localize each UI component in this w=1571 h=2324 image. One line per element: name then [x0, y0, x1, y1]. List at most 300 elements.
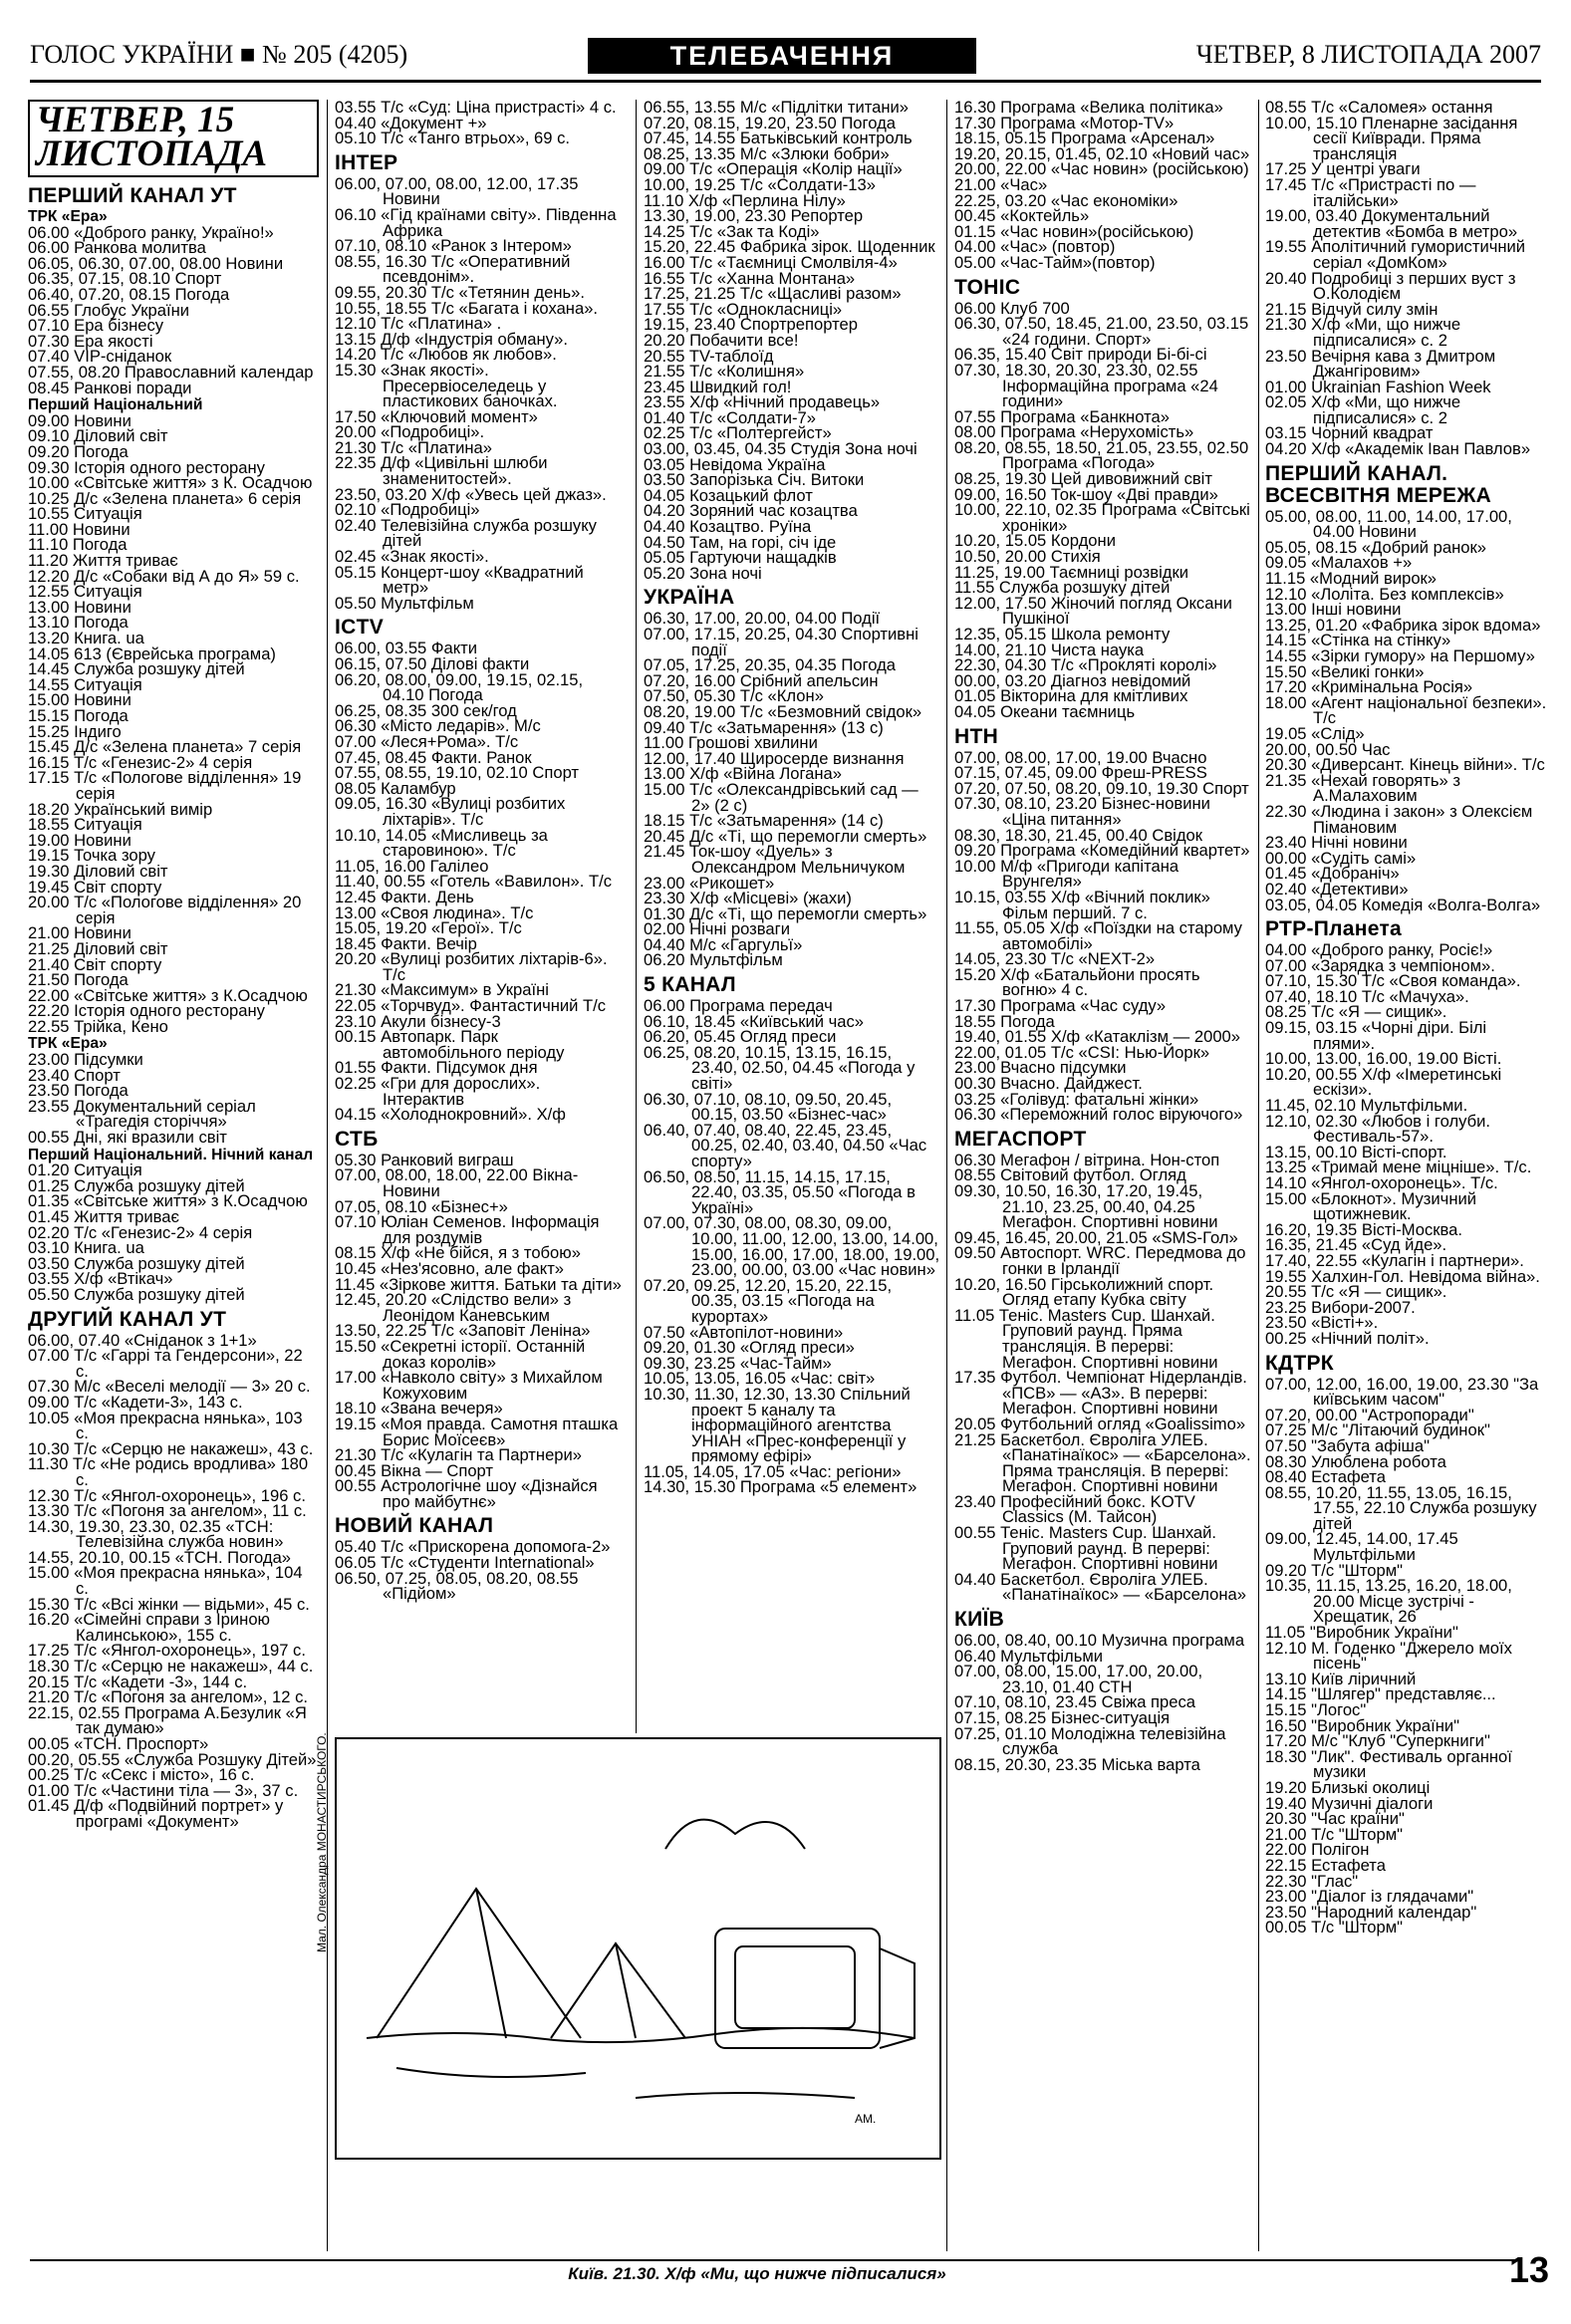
channel-subheading: ТРК «Ера» [28, 1035, 108, 1053]
ground-line [367, 2028, 915, 2042]
program-entry: 20.20 Побачити все! [644, 330, 799, 350]
program-entry: 22.55 Трійка, Кено [28, 1016, 168, 1036]
program-entry: 10.20, 16.50 Гірськолижний спорт. Огляд етапу Кубка світу [954, 1274, 1214, 1310]
artist-signature: АМ. [855, 2112, 877, 2126]
program-entry: 17.40, 22.55 «Кулагін і партнери». [1265, 1250, 1524, 1270]
program-entry: 07.50 «Автопілот-новини» [644, 1322, 844, 1342]
column-divider [636, 100, 637, 1733]
program-entry: 07.20, 00.00 "Астропоради" [1265, 1405, 1474, 1424]
program-entry: 09.00 Т/с «Операція «Колір нації» [644, 159, 903, 179]
program-entry: 03.50 Служба розшуку дітей [28, 1253, 245, 1273]
program-entry: 21.30 «Максимум» в Україні [335, 980, 549, 1000]
program-entry: 13.50, 22.25 Т/с «Заповіт Леніна» [335, 1321, 591, 1341]
program-entry: 06.00, 07.40 «Сніданок з 1+1» [28, 1330, 257, 1350]
program-entry: 08.25 Т/с «Я — сищик». [1265, 1002, 1447, 1022]
program-entry: 23.40 Спорт [28, 1065, 121, 1085]
program-entry: 17.30 Програма «Мотор-TV» [954, 113, 1175, 132]
program-entry: 07.00, 08.00, 17.00, 19.00 Вчасно [954, 747, 1207, 767]
program-entry: 07.55, 08.55, 19.10, 02.10 Спорт [335, 763, 580, 783]
program-entry: 15.00 Т/с «Олександрівський сад — 2» (2 с) [644, 779, 918, 815]
program-entry: 09.00 Новини [28, 410, 131, 430]
program-entry: 05.50 Служба розшуку дітей [28, 1284, 245, 1304]
program-entry: 00.55 Дні, які вразили світ [28, 1128, 227, 1148]
program-entry: 20.30 "Час країни" [1265, 1809, 1405, 1829]
program-entry: 15.25 Індиго [28, 721, 122, 741]
program-entry: 11.00 Новини [28, 519, 131, 539]
program-entry: 01.25 Служба розшуку дітей [28, 1175, 245, 1195]
program-entry: 06.20, 08.00, 09.00, 19.15, 02.15, 04.10 Погода [335, 669, 584, 705]
program-entry: 00.55 Астрологічне шоу «Дізнайся про майбутнє» [335, 1476, 598, 1511]
program-entry: 06.00, 03.55 Факти [335, 639, 478, 658]
program-entry: 06.50, 07.25, 08.05, 08.20, 08.55 «Підйом» [335, 1568, 579, 1604]
program-entry: 02.10 «Подробиці» [335, 500, 480, 520]
program-entry: 15.50 «Секретні історії. Останній доказ королів» [335, 1336, 586, 1372]
column-1 [28, 100, 319, 2241]
program-entry: 07.30 Ера якості [28, 331, 153, 351]
program-entry: 23.30 Х/ф «Місцеві» (жахи) [644, 889, 852, 908]
channel-heading: МЕГАСПОРТ [954, 1127, 1087, 1151]
column-divider [1258, 100, 1259, 2251]
program-entry: 04.40 Козацтво. Руїна [644, 517, 812, 537]
program-entry: 23.55 Документальний серіал «Трагедія сторіччя» [28, 1096, 256, 1132]
program-entry: 20.55 Т/с «Я — сищик». [1265, 1282, 1447, 1302]
program-entry: 17.20 М/с "Клуб "Суперкниги" [1265, 1731, 1490, 1751]
program-entry: 06.00 Програма передач [644, 996, 833, 1016]
program-entry: 21.20 Т/с «Погоня за ангелом», 12 с. [28, 1687, 308, 1707]
program-entry: 09.30 Історія одного ресторану [28, 457, 265, 477]
program-entry: 22.00, 01.05 Т/с «CSI: Нью-Йорк» [954, 1042, 1210, 1062]
program-entry: 01.30 Д/с «Ті, що перемогли смерть» [644, 904, 927, 923]
program-entry: 06.30, 07.10, 08.10, 09.50, 20.45, 00.15, 03.50 «Бізнес-час» [644, 1089, 893, 1125]
program-entry: 18.55 Ситуація [28, 815, 142, 835]
program-entry: 12.35, 05.15 Школа ремонту [954, 625, 1171, 644]
program-entry: 00.45 Вікна — Спорт [335, 1460, 494, 1480]
program-entry: 11.20 Життя триває [28, 551, 178, 571]
program-entry: 08.40 Естафета [1265, 1467, 1386, 1487]
program-entry: 03.55 Х/ф «Втікач» [28, 1269, 173, 1289]
program-entry: 03.10 Книга. ua [28, 1238, 144, 1258]
program-entry: 07.00 «Леся+Рома». Т/с [335, 731, 519, 751]
program-entry: 07.25, 01.10 Молодіжна телевізійна служба [954, 1723, 1226, 1759]
program-entry: 07.45, 08.45 Факти. Ранок [335, 747, 532, 767]
program-entry: 06.55 Глобус України [28, 300, 189, 320]
program-entry: 09.15, 03.15 «Чорні діри. Білі плями». [1265, 1018, 1487, 1053]
program-entry: 07.50, 05.30 Т/с «Клон» [644, 686, 824, 706]
program-entry: 06.00, 08.40, 00.10 Музична програма [954, 1631, 1245, 1651]
program-entry: 11.15 «Модний вирок» [1265, 569, 1438, 589]
program-entry: 05.30 Ранковий виграш [335, 1150, 514, 1169]
program-entry: 18.30 Т/с «Серцю не накажеш», 44 с. [28, 1657, 314, 1677]
header-rule [30, 80, 1541, 83]
channel-heading: НОВИЙ КАНАЛ [335, 1514, 494, 1538]
program-entry: 11.45, 02.10 Мультфільми. [1265, 1096, 1468, 1116]
program-entry: 06.35, 07.15, 08.10 Спорт [28, 269, 222, 289]
program-entry: 19.20, 20.15, 01.45, 02.10 «Новий час» [954, 143, 1250, 163]
program-entry: 01.00 Ukrainian Fashion Week [1265, 377, 1491, 396]
program-entry: 15.50 «Великі гонки» [1265, 661, 1425, 681]
program-entry: 07.50 "Забута афіша" [1265, 1435, 1430, 1455]
program-entry: 08.20, 19.00 Т/с «Безмовний свідок» [644, 701, 922, 721]
program-entry: 11.30 Т/с «Не родись вродлива» 180 с. [28, 1454, 309, 1489]
program-entry: 21.40 Світ спорту [28, 954, 162, 974]
program-entry: 10.00, 22.10, 02.35 Програма «Світські хроніки» [954, 500, 1250, 535]
program-entry: 22.05 «Торчвуд». Фантастичний Т/с [335, 996, 607, 1016]
program-entry: 00.05 «ТСН. Проспорт» [28, 1734, 209, 1753]
program-entry: 23.00 Підсумки [28, 1050, 143, 1070]
program-entry: 22.00 Полігон [1265, 1840, 1370, 1860]
program-entry: 10.30, 11.30, 12.30, 13.30 Спільний проект 5 каналу та інформаційного агентства УНІАН «Прес-конференції у прямому ефірі» [644, 1384, 911, 1466]
program-entry: 19.15, 23.40 Спортрепортер [644, 315, 858, 335]
program-entry: 00.15 Автопарк. Парк автомобільного періоду [335, 1027, 565, 1062]
program-entry: 07.55, 08.20 Православний календар [28, 362, 314, 382]
program-entry: 06.00, 07.00, 08.00, 12.00, 17.35 Новини [335, 173, 579, 209]
program-entry: 03.25 «Голівуд: фатальні жінки» [954, 1089, 1199, 1109]
program-entry: 14.55 «Зірки гумору» на Першому» [1265, 646, 1535, 665]
program-entry: 16.20 «Сімейні справи з Іриною Калинською», 155 с. [28, 1610, 270, 1645]
program-entry: 17.00 «Навколо світу» з Михайлом Кожуховим [335, 1368, 603, 1403]
program-entry: 04.50 Там, на горі, січ іде [644, 532, 837, 552]
program-entry: 04.15 «Холоднокровний». Х/ф [335, 1105, 566, 1125]
program-entry: 01.15 «Час новин»(російською) [954, 221, 1194, 241]
program-entry: 06.10 «Гід країнами світу». Південна Африка [335, 204, 617, 240]
program-entry: 09.10 Діловий світ [28, 426, 168, 446]
program-entry: 10.00 «Світське життя» з К. Осадчою [28, 473, 313, 493]
program-entry: 06.30 «Переможний голос віруючого» [954, 1105, 1243, 1125]
program-entry: 12.45, 20.20 «Слідство вели» з Леонідом Каневським [335, 1290, 572, 1325]
program-entry: 19.40, 01.55 Х/ф «Катаклізм — 2000» [954, 1027, 1241, 1047]
program-entry: 16.50 "Виробник України" [1265, 1715, 1460, 1735]
program-entry: 08.55, 10.20, 11.55, 13.05, 16.15, 17.55, 22.10 Служба розшуку дітей [1265, 1482, 1537, 1533]
program-entry: 12.00, 17.50 Жіночий погляд Оксани Пушкіної [954, 593, 1232, 629]
program-entry: 21.30 Т/с «Платина» [335, 437, 492, 457]
program-entry: 17.20 «Кримінальна Росія» [1265, 677, 1473, 697]
program-entry: 03.05 Невідома Україна [644, 454, 826, 474]
program-entry: 17.15 Т/с «Пологове відділення» 19 серія [28, 768, 302, 803]
program-entry: 14.20 Т/с «Любов як любов». [335, 345, 557, 365]
program-entry: 10.25 Д/с «Зелена планета» 6 серія [28, 488, 302, 508]
program-entry: 02.45 «Знак якості». [335, 547, 489, 567]
program-entry: 06.00 Ранкова молитва [28, 238, 206, 258]
program-entry: 06.05, 06.30, 07.00, 08.00 Новини [28, 253, 284, 273]
program-entry: 07.45, 14.55 Батьківський контроль [644, 129, 913, 148]
column-3 [644, 100, 940, 1733]
program-entry: 06.30, 17.00, 20.00, 04.00 Події [644, 609, 881, 629]
program-entry: 00.00 «Судіть самі» [1265, 848, 1417, 868]
program-entry: 18.15 Т/с «Затьмарення» (14 с) [644, 811, 884, 831]
column-2 [335, 100, 622, 1733]
channel-heading: ICTV [335, 616, 385, 640]
program-entry: 19.40 Музичні діалоги [1265, 1793, 1434, 1813]
program-entry: 07.10 Ера бізнесу [28, 316, 164, 336]
program-entry: 11.45 «Зіркове життя. Батьки та діти» [335, 1274, 622, 1294]
program-entry: 10.30 Т/с «Серцю не накажеш», 43 с. [28, 1438, 314, 1458]
program-entry: 07.05, 08.10 «Бізнес+» [335, 1196, 508, 1216]
program-entry: 07.10, 08.10, 23.45 Свіжа преса [954, 1692, 1196, 1712]
channel-heading: ПЕРШИЙ КАНАЛ УТ [28, 184, 237, 207]
program-entry: 07.00, 17.15, 20.25, 04.30 Спортивні події [644, 625, 918, 659]
program-entry: 10.45 «Нез'ясовно, але факт» [335, 1258, 565, 1278]
program-entry: 21.30 Т/с «Кулагін та Партнери» [335, 1445, 583, 1465]
program-entry: 22.20 Історія одного ресторану [28, 1001, 265, 1021]
channel-heading: ІНТЕР [335, 150, 398, 174]
program-entry: 23.10 Акули бізнесу-3 [335, 1011, 501, 1031]
program-entry: 09.00 Т/с «Кадети-3», 143 с. [28, 1392, 243, 1412]
program-entry: 20.00 «Подробиці». [335, 422, 485, 442]
channel-subheading: Перший Національний [28, 396, 203, 414]
program-entry: 05.05, 08.15 «Добрий ранок» [1265, 537, 1486, 557]
program-entry: 09.20 Погода [28, 441, 129, 461]
program-entry: 14.00, 21.10 Чиста наука [954, 640, 1145, 659]
program-entry: 12.10 «Лоліта. Без комплексів» [1265, 584, 1504, 604]
program-entry: 23.00 Вчасно підсумки [954, 1058, 1127, 1078]
program-entry: 16.35, 21.45 «Суд йде». [1265, 1235, 1447, 1255]
program-entry: 09.05 «Малахов +» [1265, 553, 1413, 573]
program-entry: 13.20 Книга. ua [28, 629, 144, 648]
program-entry: 12.10 М. Годенко "Джерело моїх пісень" [1265, 1638, 1512, 1674]
program-entry: 07.00, 08.00, 18.00, 22.00 Вікна-Новини [335, 1165, 579, 1200]
program-entry: 09.55, 20.30 Т/с «Тетянин день». [335, 282, 585, 302]
program-entry: 07.40 VIP-сніданок [28, 347, 172, 367]
program-entry: 06.25, 08.20, 10.15, 13.15, 16.15, 23.40, 02.50, 04.45 «Погода у світі» [644, 1042, 916, 1094]
program-entry: 14.55, 20.10, 00.15 «ТСН. Погода» [28, 1547, 292, 1567]
program-entry: 06.05 Т/с «Студенти International» [335, 1553, 595, 1573]
program-entry: 06.30 «Місто ледарів». М/с [335, 716, 541, 736]
program-entry: 08.15, 20.30, 23.35 Міська варта [954, 1754, 1200, 1774]
program-entry: 07.30, 18.30, 20.30, 23.30, 02.55 Інформаційна програма «24 години» [954, 360, 1218, 411]
program-entry: 15.00 «Блокнот». Музичний щотижневик. [1265, 1188, 1477, 1224]
program-entry: 07.00, 12.00, 16.00, 19.00, 23.30 "За київським часом" [1265, 1374, 1539, 1410]
masthead [30, 38, 1541, 78]
program-entry: 12.45 Факти. День [335, 887, 474, 906]
program-entry: 07.20, 09.25, 12.20, 15.20, 22.15, 00.35, 03.15 «Погода на курортах» [644, 1275, 893, 1326]
program-entry: 19.45 Світ спорту [28, 877, 162, 897]
program-entry: 07.20, 16.00 Срібний апельсин [644, 670, 879, 690]
program-entry: 09.20, 01.30 «Огляд преси» [644, 1338, 855, 1358]
cartoon-credit: Мал. Олександра МОНАСТИРСЬКОГО. [315, 1732, 329, 1952]
program-entry: 06.20, 05.45 Огляд преси [644, 1027, 837, 1047]
program-entry: 15.15 Погода [28, 706, 129, 725]
program-entry: 13.25, 01.20 «Фабрика зірок вдома» [1265, 615, 1541, 635]
program-entry: 09.00, 12.45, 14.00, 17.45 Мультфільми [1265, 1529, 1458, 1565]
program-entry: 12.55 Ситуація [28, 582, 142, 602]
program-entry: 11.05 "Виробник України" [1265, 1623, 1458, 1643]
program-entry: 13.15 Д/ф «Індустрія обману». [335, 329, 568, 349]
program-entry: 15.20, 22.45 Фабрика зірок. Щоденник [644, 237, 935, 257]
program-entry: 03.50 Запорізька Січ. Витоки [644, 470, 865, 490]
program-entry: 09.20 Програма «Комедійний квартет» [954, 841, 1250, 861]
program-entry: 23.45 Швидкий гол! [644, 377, 792, 396]
program-entry: 10.15, 03.55 Х/ф «Вічний поклик» Фільм перший. 7 с. [954, 887, 1210, 922]
program-entry: 19.20 Близькі околиці [1265, 1777, 1431, 1797]
program-entry: 11.25, 19.00 Таємниці розвідки [954, 562, 1188, 582]
program-entry: 15.45 Д/с «Зелена планета» 7 серія [28, 737, 302, 757]
program-entry: 14.05, 23.30 Т/с «NEXT-2» [954, 949, 1156, 969]
program-entry: 10.05, 13.05, 16.05 «Час: світ» [644, 1369, 876, 1389]
program-entry: 01.40 Т/с «Солдати-7» [644, 407, 816, 427]
program-entry: 07.10, 08.10 «Ранок з Інтером» [335, 236, 572, 256]
program-entry: 17.25 У центрі уваги [1265, 159, 1421, 179]
program-entry: 06.30, 07.50, 18.45, 21.00, 23.50, 03.15 «24 години. Спорт» [954, 314, 1249, 349]
pyramids-tv-drawing [337, 1739, 939, 2158]
program-entry: 15.30 Т/с «Всі жінки — відьми», 45 с. [28, 1594, 310, 1614]
program-entry: 16.55 Т/с «Ханна Монтана» [644, 268, 856, 288]
channel-subheading: Перший Національний. Нічний канал [28, 1146, 314, 1163]
cartoon-illustration [335, 1737, 941, 2160]
program-entry: 10.35, 11.15, 13.25, 16.20, 18.00, 20.00 Місце зустрічі - Хрещатик, 26 [1265, 1576, 1512, 1627]
program-entry: 08.25, 13.35 М/с «Злюки бобри» [644, 143, 890, 163]
program-entry: 00.25 «Нічний політ». [1265, 1328, 1430, 1348]
program-entry: 05.05 Гартуючи нащадків [644, 548, 837, 568]
program-entry: 04.20 Зоряний час козацтва [644, 501, 858, 521]
program-entry: 22.15, 02.55 Програма А.Безулик «Я так думаю» [28, 1702, 307, 1738]
program-entry: 14.30, 19.30, 23.30, 02.35 «ТСН: Телевізійна служба новин» [28, 1516, 284, 1552]
program-entry: 03.00, 03.45, 04.35 Студія Зона ночі [644, 439, 917, 459]
program-entry: 20.00 Т/с «Пологове відділення» 20 серія [28, 893, 302, 927]
program-entry: 18.00 «Агент національної безпеки». Т/с [1265, 692, 1547, 728]
program-entry: 00.45 «Коктейль» [954, 206, 1090, 226]
program-entry: 20.55 TV-таблоїд [644, 346, 774, 366]
program-entry: 02.40 Телевізійна служба розшуку дітей [335, 515, 597, 551]
program-entry: 01.20 Ситуація [28, 1161, 142, 1180]
program-entry: 13.00 Інші новини [1265, 600, 1402, 620]
newspaper-title: ГОЛОС УКРАЇНИ ■ № 205 (4205) [30, 40, 408, 69]
program-entry: 09.45, 16.45, 20.00, 21.05 «SMS-Гол» [954, 1227, 1238, 1247]
program-entry: 09.40 Т/с «Затьмарення» (13 с) [644, 717, 884, 737]
program-entry: 08.55 Світовий футбол. Огляд [954, 1165, 1186, 1185]
program-entry: 18.10 «Звана вечеря» [335, 1399, 503, 1419]
channel-heading: ДРУГИЙ КАНАЛ УТ [28, 1307, 227, 1331]
program-entry: 21.00 Новини [28, 923, 131, 943]
program-entry: 10.00, 19.25 Т/с «Солдати-13» [644, 174, 876, 194]
program-entry: 01.45 Д/ф «Подвійний портрет» у програмі «Документ» [28, 1796, 284, 1831]
program-entry: 11.55 Служба розшуку дітей [954, 578, 1171, 598]
column-4 [954, 100, 1251, 2241]
program-entry: 08.55 Т/с «Саломея» остання [1265, 100, 1493, 117]
program-entry: 22.30 "Глас" [1265, 1871, 1359, 1891]
channel-heading: КДТРК [1265, 1351, 1334, 1375]
sand-line [636, 2093, 855, 2098]
program-entry: 14.15 «Стінка на стінку» [1265, 631, 1451, 650]
program-entry: 04.20 Х/ф «Академік Іван Павлов» [1265, 439, 1531, 459]
program-entry: 11.05, 16.00 Галілео [335, 856, 489, 876]
program-entry: 17.35 Футбол. Чемпіонат Нідерландів. «ПСВ» — «АЗ». В перерві: Мегафон. Спортивні новини [954, 1368, 1247, 1419]
tv-screen [735, 1946, 855, 2028]
program-entry: 16.15 Т/с «Генезис-2» 4 серія [28, 752, 253, 772]
program-entry: 10.10, 14.05 «Мисливець за старовиною». Т/с [335, 825, 548, 861]
program-entry: 07.25 М/с "Літаючий будинок" [1265, 1420, 1490, 1440]
program-entry: 04.00 «Доброго ранку, Росіє!» [1265, 940, 1493, 960]
program-entry: 19.05 «Слід» [1265, 723, 1365, 743]
program-entry: 20.05 Футбольний огляд «Goalissimo» [954, 1414, 1246, 1433]
program-entry: 07.00 «Зарядка з чемпіоном». [1265, 955, 1495, 975]
program-entry: 15.00 Новини [28, 690, 131, 710]
program-entry: 01.45 Життя триває [28, 1207, 179, 1226]
program-entry: 07.10, 15.30 Т/с «Своя команда». [1265, 971, 1521, 991]
program-entry: 19.55 Халхин-Гол. Невідома війна». [1265, 1266, 1540, 1286]
program-entry: 13.30 Т/с «Погоня за ангелом», 11 с. [28, 1501, 307, 1521]
program-entry: 14.10 «Янгол-охоронець». Т/с. [1265, 1173, 1498, 1192]
program-entry: 10.00 М/ф «Пригоди капітана Врунгеля» [954, 856, 1179, 892]
program-entry: 20.40 Подробиці з перших вуст з О.Колодієм [1265, 268, 1516, 304]
cloud [665, 1820, 805, 1849]
program-entry: 01.05 Вікторина для кмітливих [954, 686, 1188, 706]
program-entry: 16.20, 19.35 Вісті-Москва. [1265, 1219, 1463, 1239]
program-entry: 05.50 Мультфільм [335, 593, 474, 613]
program-entry: 01.35 «Світське життя» з К.Осадчою [28, 1191, 308, 1211]
channel-heading: СТБ [335, 1127, 379, 1151]
program-entry: 18.20 Український вимір [28, 799, 213, 819]
program-entry: 08.00 Програма «Нерухомість» [954, 422, 1194, 442]
program-entry: 00.30 Вчасно. Дайджест. [954, 1074, 1143, 1094]
section-title: ТЕЛЕБАЧЕННЯ [588, 38, 976, 74]
program-entry: 20.30 «Диверсант. Кінець війни». Т/с [1265, 755, 1545, 775]
program-entry: 10.55, 18.55 Т/с «Багата і кохана». [335, 298, 599, 318]
date-heading: ЧЕТВЕР, 15 ЛИСТОПАДА [28, 100, 319, 177]
program-entry: 10.20, 00.55 Х/ф «Імеретинські ескізи». [1265, 1064, 1502, 1100]
program-entry: 00.00, 03.20 Діагноз невідомий [954, 670, 1191, 690]
channel-heading: НТН [954, 724, 999, 748]
program-entry: 07.55 Програма «Банкнота» [954, 406, 1170, 426]
program-entry: 22.35 Д/ф «Цивільні шлюби знаменитостей». [335, 453, 548, 489]
program-entry: 03.55 Т/с «Суд: Ціна пристрасті» 4 с. [335, 100, 617, 117]
program-entry: 17.30 Програма «Час суду» [954, 996, 1167, 1016]
channel-heading: ПЕРШИЙ КАНАЛ. ВСЕСВІТНЯ МЕРЕЖА [1265, 461, 1492, 507]
program-entry: 02.00 Нічні розваги [644, 919, 790, 939]
program-entry: 10.00, 13.00, 16.00, 19.00 Вісті. [1265, 1049, 1502, 1069]
program-entry: 07.00 Т/с «Гаррі та Гендерсони», 22 с. [28, 1346, 303, 1381]
program-entry: 14.05 613 (Єврейська програма) [28, 644, 276, 663]
footer-caption: Київ. 21.30. Х/ф «Ми, що нижче підписалися» [568, 2264, 946, 2283]
program-entry: 02.25 «Гри для дорослих». Інтерактив [335, 1074, 541, 1109]
program-entry: 07.30, 08.10, 23.20 Бізнес-новини «Ціна питання» [954, 794, 1210, 829]
program-entry: 22.25, 03.20 «Час економіки» [954, 190, 1178, 210]
program-entry: 06.25, 08.35 300 сек/год [335, 700, 517, 720]
program-entry: 18.55 Погода [954, 1011, 1055, 1031]
program-entry: 08.55, 16.30 Т/с «Оперативний псевдонім». [335, 251, 571, 287]
program-entry: 00.20, 05.55 «Служба Розшуку Дітей» [28, 1749, 317, 1769]
program-entry: 17.45 Т/с «Пристрасті по — італійськи» [1265, 174, 1476, 210]
program-entry: 20.00, 00.50 Час [1265, 739, 1391, 759]
footer-rule [30, 2259, 1519, 2261]
program-entry: 08.30, 18.30, 21.45, 00.40 Свідок [954, 825, 1203, 845]
program-entry: 01.45 «Добраніч» [1265, 864, 1400, 884]
program-entry: 21.45 Ток-шоу «Дуель» з Олександром Мельничуком [644, 842, 906, 877]
program-entry: 11.10 Погода [28, 535, 128, 555]
program-entry: 07.05, 17.25, 20.35, 04.35 Погода [644, 655, 896, 675]
program-entry: 01.55 Факти. Підсумок дня [335, 1058, 538, 1078]
program-entry: 03.05, 04.05 Комедія «Волга-Волга» [1265, 895, 1541, 914]
program-entry: 21.25 Діловий світ [28, 938, 168, 958]
program-entry: 22.00 «Світське життя» з К.Осадчою [28, 985, 308, 1005]
program-entry: 12.00, 17.40 Щиросерде визнання [644, 748, 905, 768]
program-entry: 11.40, 00.55 «Готель «Вавилон». Т/с [335, 872, 613, 892]
program-entry: 08.25, 19.30 Цей дивовижний світ [954, 469, 1212, 489]
program-entry: 17.55 Т/с «Однокласниці» [644, 299, 843, 319]
program-entry: 15.20 Х/ф «Батальйони просять вогню» 4 с. [954, 964, 1200, 1000]
program-entry: 06.30 Мегафон / вітрина. Нон-стоп [954, 1150, 1220, 1169]
program-entry: 21.25 Баскетбол. Євроліга УЛЕБ. «Панатінаїкос» — «Барселона». Пряма трансляція. В перерві: Мегафон. Спортивні новини [954, 1429, 1251, 1496]
program-entry: 19.00, 03.40 Документальний детектив «Бомба в метро» [1265, 206, 1518, 241]
program-entry: 13.00 Х/ф «Війна Логана» [644, 764, 842, 784]
channel-heading: УКРАЇНА [644, 586, 735, 610]
program-entry: 10.20, 15.05 Кордони [954, 531, 1116, 551]
program-entry: 02.05 Х/ф «Ми, що нижче підписалися» с. 2 [1265, 392, 1461, 427]
program-entry: 06.00 Клуб 700 [954, 298, 1070, 318]
program-entry: 23.50 Погода [28, 1081, 129, 1101]
program-entry: 02.20 Т/с «Генезис-2» 4 серія [28, 1222, 253, 1242]
program-entry: 05.40 Т/с «Прискорена допомога-2» [335, 1537, 611, 1557]
program-entry: 07.00, 07.30, 08.00, 08.30, 09.00, 10.00, 11.00, 12.00, 13.00, 14.00, 15.00, 16.00, 17.00, 18.00, 19.00, 23.00, 00.00, 03.00 «Час новин» [644, 1213, 940, 1280]
